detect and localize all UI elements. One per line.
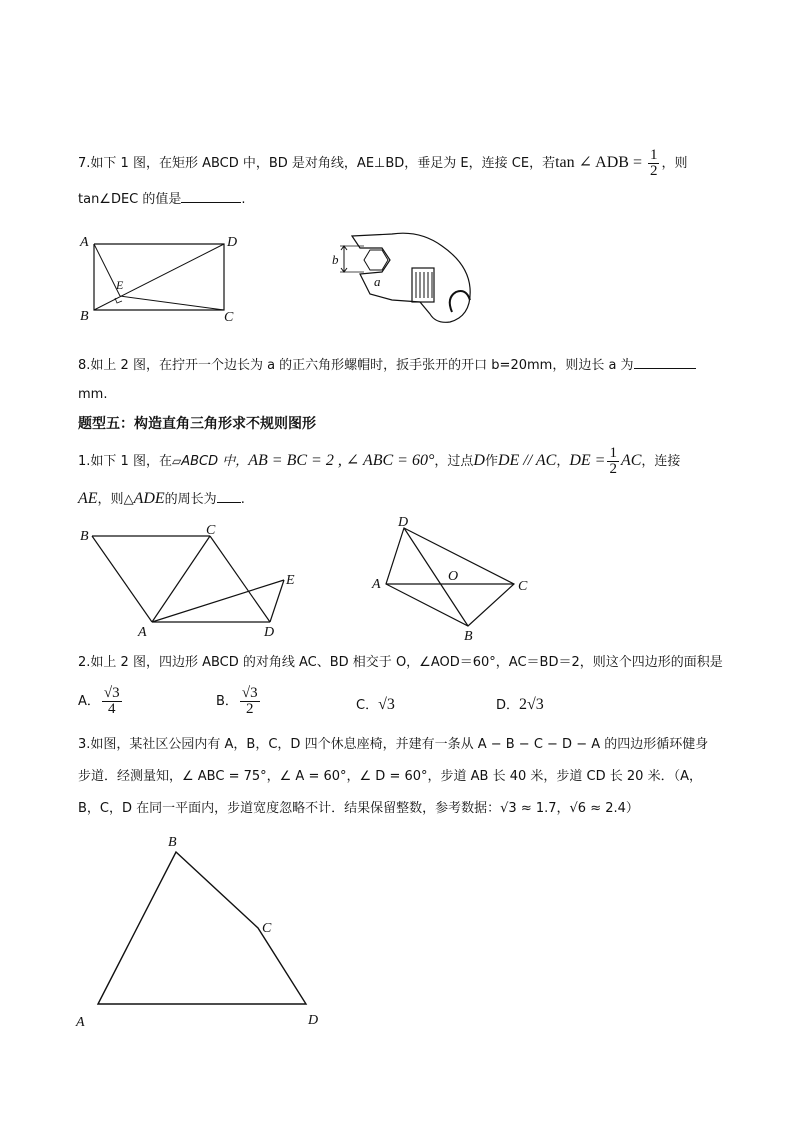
q1-eq1: AB = BC = 2 , ∠ ABC = 60° (248, 452, 435, 469)
triangle-icon: △ (123, 492, 134, 507)
parallelogram-figure (74, 522, 314, 640)
label-D: D (398, 515, 409, 530)
label-D: D (227, 235, 238, 250)
label-A: A (372, 577, 381, 592)
label-B: B (168, 835, 177, 850)
label-O: O (448, 569, 459, 584)
label-A: A (76, 1015, 85, 1030)
q1-fraction: $\frac{1}{2}$ (609, 445, 617, 477)
q7-line1: 7.如下 1 图，在矩形 ABCD 中，BD 是对角线，AE⊥BD，垂足为 E，连接 CE，若tan ∠ ADB = $\frac{1}{2}$ ，则 (78, 147, 688, 179)
q1-answer-blank[interactable] (217, 490, 241, 503)
q7-answer-blank[interactable] (181, 190, 241, 203)
q7-prefix: 7.如下 1 图，在矩形 ABCD 中，BD 是对角线，AE⊥BD，垂足为 E，连接 CE，若 (78, 156, 556, 171)
label-D: D (264, 625, 275, 640)
label-C: C (518, 579, 528, 594)
label-B: B (80, 309, 89, 322)
label-B: B (464, 629, 473, 642)
label-a: a (374, 274, 381, 289)
label-D: D (308, 1013, 319, 1028)
section-title: 题型五：构造直角三角形求不规则图形 (78, 416, 316, 432)
q3-line3: B，C，D 在同一平面内，步道宽度忽略不计．结果保留整数，参考数据：√3 ≈ 1.7，√6 ≈ 2.4） (78, 801, 639, 816)
quadrilateral-figure (364, 514, 534, 642)
parallelogram-icon: ▱ (171, 454, 182, 468)
q3-line2: 步道．经测量知，∠ ABC = 75°，∠ A = 60°，∠ D = 60°，步道 AB 长 40 米，步道 CD 长 20 米．（A， (78, 769, 702, 784)
label-C: C (206, 523, 216, 538)
label-A: A (138, 625, 147, 640)
rectangle-figure (76, 232, 246, 322)
option-b[interactable]: B． $\frac{√3}{2}$ (216, 685, 258, 717)
option-d[interactable]: D．2√3 (496, 696, 544, 713)
q8-line2: mm. (78, 387, 108, 402)
q7-line2: tan∠DEC 的值是 . (78, 192, 246, 207)
option-a[interactable]: A． $\frac{√3}{4}$ (78, 685, 120, 717)
label-b: b (332, 252, 339, 267)
label-A: A (80, 235, 89, 250)
park-quadrilateral-figure (72, 830, 352, 1030)
label-E: E (116, 278, 124, 292)
q2-text: 2.如上 2 图，四边形 ABCD 的对角线 AC、BD 相交于 O，∠AOD＝60°，AC＝BD＝2，则这个四边形的面积是 (78, 655, 723, 670)
label-C: C (224, 310, 234, 322)
q1-line1: 1.如下 1 图，在▱ABCD 中，AB = BC = 2 , ∠ ABC = 60°，过点D作DE // AC，DE = $\frac{1}{2}$ AC，连接 (78, 445, 681, 477)
q7-fraction: $\frac{1}{2}$ (649, 147, 658, 179)
q1-line2: AE，则△ADE的周长为 . (78, 490, 245, 507)
wrench-figure (330, 226, 490, 326)
label-C: C (262, 921, 272, 936)
option-c[interactable]: C．√3 (356, 696, 395, 713)
q8-answer-blank[interactable] (634, 356, 696, 369)
label-B: B (80, 529, 89, 544)
label-E: E (286, 573, 295, 588)
q3-line1: 3.如图，某社区公园内有 A，B，C，D 四个休息座椅，并建有一条从 A − B − C − D − A 的四边形循环健身 (78, 737, 709, 752)
q7-tan-expr: tan ∠ ADB (555, 154, 629, 171)
q8-line1: 8.如上 2 图，在拧开一个边长为 a 的正六角形螺帽时，扳手张开的开口 b=20mm，则边长 a 为 (78, 356, 696, 375)
